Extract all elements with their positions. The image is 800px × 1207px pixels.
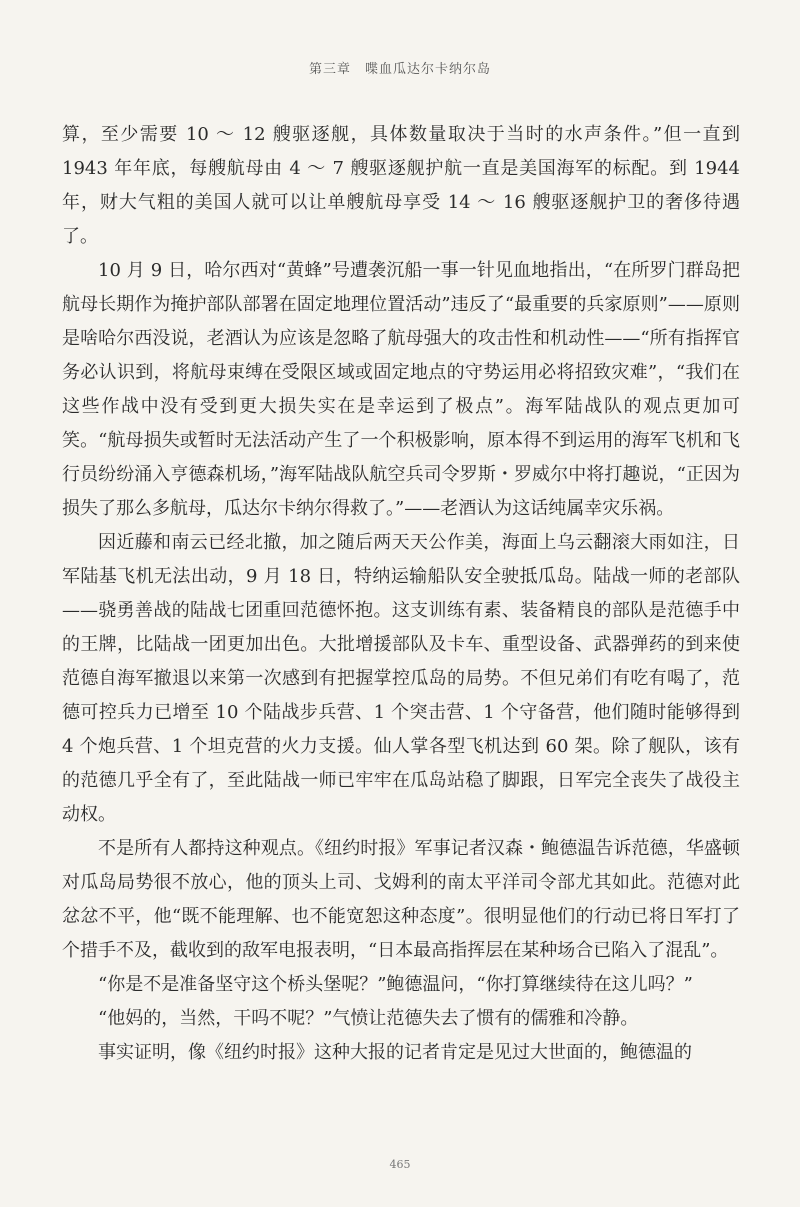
paragraph: 因近藤和南云已经北撤，加之随后两天天公作美，海面上乌云翻滚大雨如注，日军陆基飞机无法出动，9 月 18 日，特纳运输船队安全驶抵瓜岛。陆战一师的老部队——骁勇善战的陆战七团重回范德怀抱。这支训练有素、装备精良的部队是范德手中的王牌，比陆战一团更加出色。大批增援部队及卡车、重型设备、武器弹药的到来使范德自海军撤退以来第一次感到有把握掌控瓜岛的局势。不但兄弟们有吃有喝了，范德可控兵力已增至 10 个陆战步兵营、1 个突击营、1 个守备营，他们随时能够得到 4 个炮兵营、1 个坦克营的火力支援。仙人掌各型飞机达到 60 架。除了舰队，该有的范德几乎全有了，至此陆战一师已牢牢在瓜岛站稳了脚跟，日军完全丧失了战役主动权。 xyxy=(62,532,740,825)
paragraph: “你是不是准备坚守这个桥头堡呢？”鲍德温问，“你打算继续待在这儿吗？” xyxy=(98,974,693,995)
paragraph: 事实证明，像《纽约时报》这种大报的记者肯定是见过大世面的，鲍德温的 xyxy=(98,1042,692,1063)
body-text xyxy=(62,118,740,1070)
paragraph: “他妈的，当然，干吗不呢？”气愤让范德失去了惯有的儒雅和冷静。 xyxy=(98,1008,639,1029)
page-number: 465 xyxy=(389,1158,411,1171)
paragraph: 不是所有人都持这种观点。《纽约时报》军事记者汉森・鲍德温告诉范德，华盛顿对瓜岛局势很不放心，他的顶头上司、戈姆利的南太平洋司令部尤其如此。范德对此忿忿不平，他“既不能理解、也不能宽恕这种态度”。很明显他们的行动已将日军打了个措手不及，截收到的敌军电报表明，“日本最高指挥层在某种场合已陷入了混乱”。 xyxy=(62,838,740,961)
running-header xyxy=(0,58,800,77)
paragraph: 算，至少需要 10 ～ 12 艘驱逐舰，具体数量取决于当时的水声条件。”但一直到 1943 年年底，每艘航母由 4 ～ 7 艘驱逐舰护航一直是美国海军的标配。到 1944 年，财大气粗的美国人就可以让单艘航母享受 14 ～ 16 艘驱逐舰护卫的奢侈待遇了。 xyxy=(62,124,740,247)
paragraph: 10 月 9 日，哈尔西对“黄蜂”号遭袭沉船一事一针见血地指出，“在所罗门群岛把航母长期作为掩护部队部署在固定地理位置活动”违反了“最重要的兵家原则”——原则是啥哈尔西没说，老酒认为应该是忽略了航母强大的攻击性和机动性——“所有指挥官务必认识到，将航母束缚在受限区域或固定地点的守势运用必将招致灾难”，“我们在这些作战中没有受到更大损失实在是幸运到了极点”。海军陆战队的观点更加可笑。“航母损失或暂时无法活动产生了一个积极影响，原本得不到运用的海军飞机和飞行员纷纷涌入亨德森机场，”海军陆战队航空兵司令罗斯・罗威尔中将打趣说，“正因为损失了那么多航母，瓜达尔卡纳尔得救了。”——老酒认为这话纯属幸灾乐祸。 xyxy=(62,260,740,519)
chapter-label: 第三章 xyxy=(308,62,351,77)
chapter-title: 喋血瓜达尔卡纳尔岛 xyxy=(365,62,492,77)
